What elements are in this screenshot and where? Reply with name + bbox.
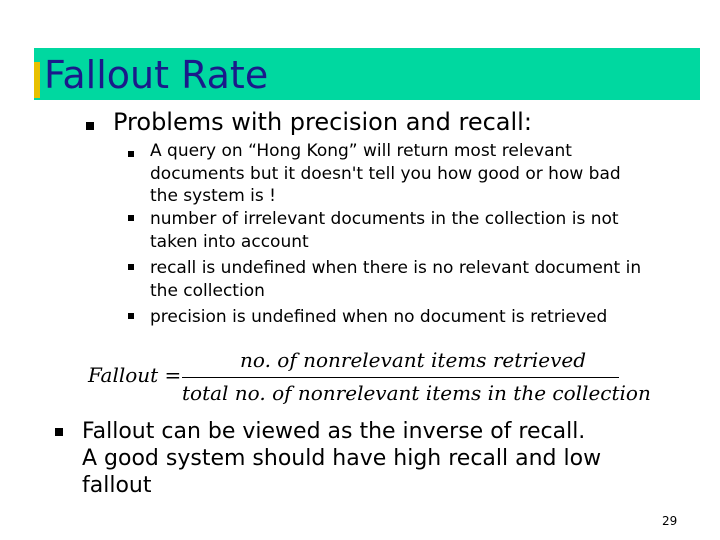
bullet-icon [128,151,134,157]
bullet-fallout: Fallout can be viewed as the inverse of recall. A good system should have high recall and low fallout [82,419,602,498]
formula-numerator: no. of nonrelevant items retrieved [240,348,587,372]
bullet-problems: Problems with precision and recall: [113,108,532,136]
formula-denominator: total no. of nonrelevant items in the collection [182,381,651,405]
bullet-icon [55,428,63,436]
sub-bullet-irrelevant: number of irrelevant documents in the collection is not taken into account [150,209,619,252]
title-accent [34,62,40,98]
formula-lhs: Fallout = [88,363,182,387]
page-number: 29 [662,514,678,528]
fraction-line [182,377,619,378]
sub-bullet-precision: precision is undefined when no document is retrieved [150,307,608,327]
sub-bullet-recall: recall is undefined when there is no relevant document in the collection [150,258,642,301]
bullet-icon [128,215,134,221]
bullet-icon [128,264,134,270]
bullet-icon [86,122,94,130]
slide-title: Fallout Rate [44,53,269,97]
bullet-icon [128,313,134,319]
sub-bullet-query: A query on “Hong Kong” will return most relevant documents but it doesn't tell you how good or how bad the system is ! [150,141,621,206]
